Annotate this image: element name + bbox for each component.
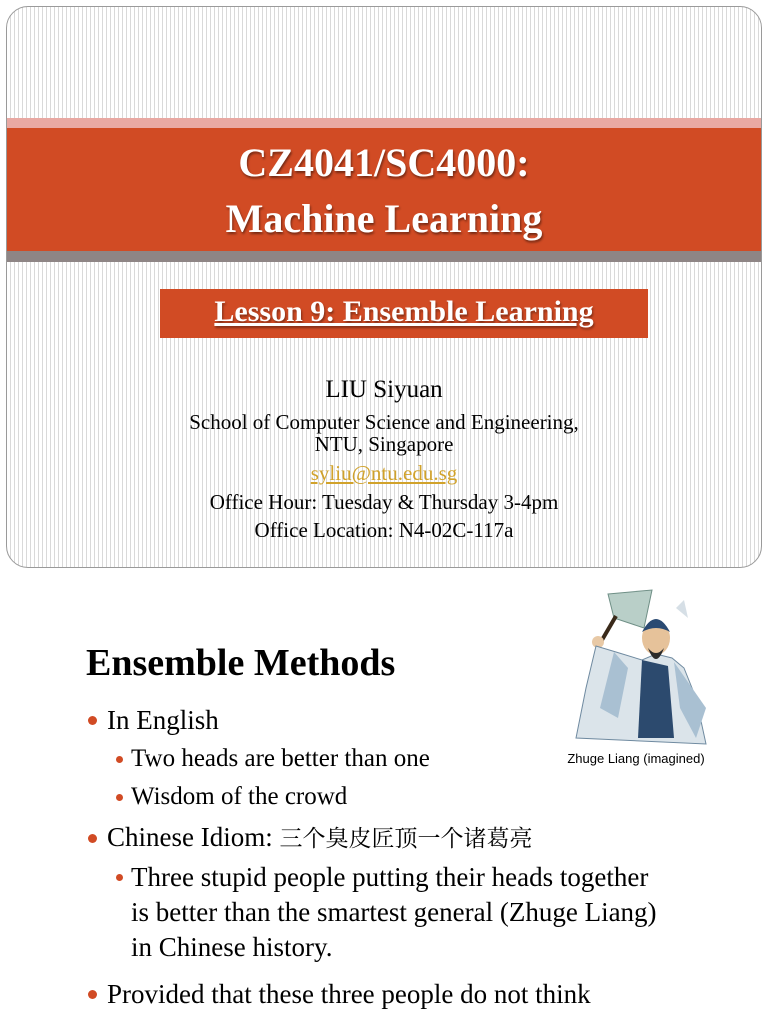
- bullet-dot-icon: [88, 834, 97, 843]
- bullet-provided-line1: Provided that these three people do not think: [107, 979, 591, 1009]
- bullet-wisdom-crowd: Wisdom of the crowd: [131, 783, 348, 810]
- email-link[interactable]: syliu@ntu.edu.sg: [310, 461, 458, 485]
- bullet-three-stupid-line1: Three stupid people putting their heads together: [131, 862, 649, 892]
- pink-accent-band: [7, 118, 761, 128]
- slide-title: Ensemble Methods: [86, 642, 396, 684]
- bullet-chinese-idiom: [107, 821, 532, 855]
- lesson-title: Lesson 9: Ensemble Learning: [160, 289, 648, 338]
- bullet-dot-icon: [116, 794, 123, 801]
- bullet-dot-icon: [88, 990, 97, 999]
- bullet-in-english: In English: [107, 705, 219, 735]
- zhuge-liang-portrait-icon: [556, 588, 716, 748]
- title-band: [7, 128, 761, 251]
- course-name: Machine Learning: [225, 196, 543, 241]
- gray-accent-band: [7, 251, 761, 262]
- presenter-name: LIU Siyuan: [325, 376, 443, 403]
- image-caption: Zhuge Liang (imagined): [567, 751, 705, 766]
- bullet-dot-icon: [116, 874, 123, 881]
- idiom-label: Chinese Idiom:: [107, 822, 280, 852]
- bullet-dot-icon: [116, 756, 123, 763]
- content-slide: [0, 568, 768, 1024]
- school-line-2: NTU, Singapore: [314, 432, 454, 456]
- bullet-three-stupid-line2: is better than the smartest general (Zhuge Liang): [131, 897, 657, 927]
- school-line-1: School of Computer Science and Engineering,: [189, 410, 579, 434]
- office-hour: Office Hour: Tuesday & Thursday 3-4pm: [209, 490, 559, 514]
- bullet-dot-icon: [88, 716, 97, 725]
- course-code: CZ4041/SC4000:: [238, 140, 530, 185]
- office-location: Office Location: N4-02C-117a: [254, 518, 514, 542]
- title-slide: [6, 6, 762, 568]
- bullet-three-stupid-line3: in Chinese history.: [131, 932, 333, 962]
- idiom-text: 三个臭皮匠顶一个诸葛亮: [279, 826, 533, 852]
- bullet-two-heads: Two heads are better than one: [131, 745, 430, 772]
